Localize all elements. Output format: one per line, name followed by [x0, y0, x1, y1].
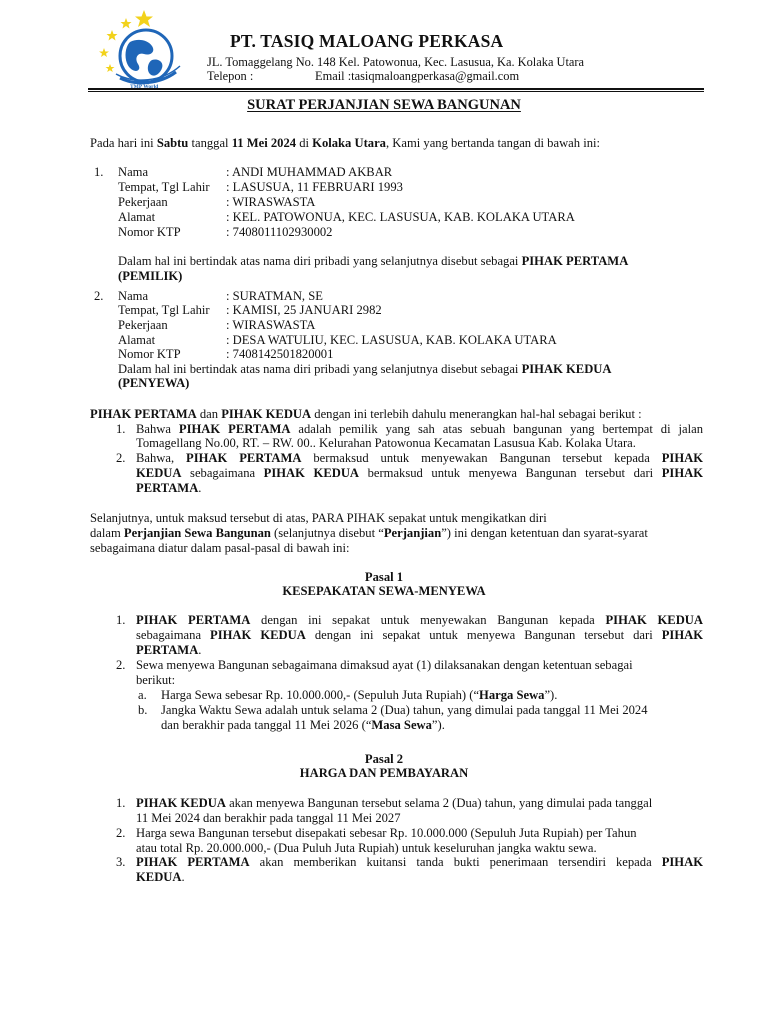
- party-1-value: : WIRASWASTA: [226, 195, 316, 209]
- party-1-value: : ANDI MUHAMMAD AKBAR: [226, 165, 393, 179]
- pasal-1-subheading: KESEPAKATAN SEWA-MENYEWA: [282, 584, 486, 598]
- party-1-label: Alamat: [118, 210, 156, 224]
- pasal-2-heading: Pasal 2: [364, 752, 404, 766]
- letterhead-divider: [88, 88, 704, 90]
- party-2-label: Alamat: [118, 333, 156, 347]
- company-address: JL. Tomaggelang No. 148 Kel. Patowonua, Kec. Lasusua, Ka. Kolaka Utara: [207, 55, 585, 69]
- party-2-label: Nama: [118, 289, 149, 303]
- phone-label: Telepon :: [207, 69, 254, 83]
- party-1-value: : 7408011102930002: [226, 225, 333, 239]
- party-2-label: Tempat, Tgl Lahir: [118, 303, 210, 317]
- party-2-value: : SURATMAN, SE: [226, 289, 323, 303]
- party-2-role: (PENYEWA): [118, 376, 190, 390]
- party-1-value: : KEL. PATOWONUA, KEC. LASUSUA, KAB. KOLAKA UTARA: [226, 210, 575, 224]
- pasal-2-subheading: HARGA DAN PEMBAYARAN: [299, 766, 469, 780]
- company-contact: [207, 69, 520, 84]
- party-1-label: Pekerjaan: [118, 195, 168, 209]
- logo-caption: TMP World: [130, 84, 159, 90]
- party-2-value: : 7408142501820001: [226, 347, 334, 361]
- document-title: SURAT PERJANJIAN SEWA BANGUNAN: [247, 97, 521, 113]
- party-2-value: : WIRASWASTA: [226, 318, 316, 332]
- party-1-label: Nama: [118, 165, 149, 179]
- party-2-label: Nomor KTP: [118, 347, 181, 361]
- party-2-number: 2.: [94, 289, 104, 303]
- party-1-role: (PEMILIK): [118, 269, 183, 283]
- party-2-role-note: Dalam hal ini bertindak atas nama diri pribadi yang selanjutnya disebut sebagai PIHAK KEDUA: [118, 362, 612, 376]
- party-2-value: : DESA WATULIU, KEC. LASUSUA, KAB. KOLAKA UTARA: [226, 333, 557, 347]
- party-1-label: Nomor KTP: [118, 225, 181, 239]
- recital-intro: PIHAK PERTAMA dan PIHAK KEDUA dengan ini terlebih dahulu menerangkan hal-hal sebagai berikut :: [90, 407, 642, 421]
- intro-paragraph: Pada hari ini Sabtu tanggal 11 Mei 2024 di Kolaka Utara, Kami yang bertanda tangan di bawah ini:: [90, 136, 600, 150]
- company-logo-globe-icon: [90, 8, 190, 96]
- pasal-1-heading: Pasal 1: [364, 570, 404, 584]
- company-email: Email :tasiqmaloangperkasa@gmail.com: [315, 69, 520, 83]
- party-1-number: 1.: [94, 165, 104, 179]
- party-2-value: : KAMISI, 25 JANUARI 2982: [226, 303, 382, 317]
- company-name: PT. TASIQ MALOANG PERKASA: [230, 31, 504, 51]
- letterhead-divider-thin: [88, 91, 704, 92]
- party-1-role-note: Dalam hal ini bertindak atas nama diri pribadi yang selanjutnya disebut sebagai PIHAK PERTAMA: [118, 254, 629, 268]
- party-1-label: Tempat, Tgl Lahir: [118, 180, 210, 194]
- document-page: TMP World PT. TASIQ MALOANG PERKASA JL. Tomaggelang No. 148 Kel. Patowonua, Kec. Lasusua, Ka. Kolaka Utara Telepon : Email :tasiqmaloangperkasa@gmail.com SURAT PERJANJIAN SEWA BANGUNAN Pada hari ini Sabtu tanggal 11 Mei 2024 di Kolaka Utara, Kami yang bertanda tangan di bawah ini: 1. Nama : ANDI MUHAMMAD AKBAR Tempat, Tgl Lahir : LASUSUA, 11 FEBRUARI 1993 Pekerjaan : WIRASWASTA Alamat : KEL. PATOWONUA, KEC. LASUSUA, KAB. KOLAKA UTARA Nomor KTP : 7408011102930002 Dalam hal ini bertindak atas nama diri pribadi yang selanjutnya disebut sebagai PIHAK PERTAMA (PEMILIK) 2. Nama : SURATMAN, SE Tempat, Tgl Lahir : KAMISI, 25 JANUARI 2982 Pekerjaan : WIRASWASTA Alamat : DESA WATULIU, KEC. LASUSUA, KAB. KOLAKA UTARA Nomor KTP : 7408142501820001 Dalam hal ini bertindak atas nama diri pribadi yang selanjutnya disebut sebagai PIHAK KEDUA (PENYEWA) PIHAK PERTAMA dan PIHAK KEDUA dengan ini terlebih dahulu menerangkan hal-hal sebagai berikut : 1. Bahwa PIHAK PERTAMA adalah pemilik yang sah atas sebuah bangunan yang bertempat di jalan Tomagellang No.00, RT. – RW. 00.. Kelurahan Patowonua Kecamatan Lasusua Kab. Kolaka Utara. 2. Bahwa, PIHAK PERTAMA bermaksud untuk menyewakan Bangunan tersebut kepada PIHAK KEDUA sebagaimana PIHAK KEDUA bermaksud untuk menyewa Bangunan tersebut dari PIHAK PERTAMA. Selanjutnya, untuk maksud tersebut di atas, PARA PIHAK sepakat untuk mengikatkan diri dalam Perjanjian Sewa Bangunan (selanjutnya disebut “Perjanjian”) ini dengan ketentuan dan syarat-syarat sebagaimana diatur dalam pasal-pasal di bawah ini: Pasal 1 KESEPAKATAN SEWA-MENYEWA 1. PIHAK PERTAMA dengan ini sepakat untuk menyewakan Bangunan kepada PIHAK KEDUA sebagaimana PIHAK KEDUA dengan ini sepakat untuk menyewa Bangunan tersebut dari PIHAK PERTAMA. 2. Sewa menyewa Bangunan sebagaimana dimaksud ayat (1) dilaksanakan dengan ketentuan sebagai berikut: a. Harga Sewa sebesar Rp. 10.000.000,- (Sepuluh Juta Rupiah) (“Harga Sewa”). b. Jangka Waktu Sewa adalah untuk selama 2 (Dua) tahun, yang dimulai pada tanggal 11 Mei 2024 dan berakhir pada tanggal 11 Mei 2026 (“Masa Sewa”). Pasal 2 HARGA DAN PEMBAYARAN 1. PIHAK KEDUA akan menyewa Bangunan tersebut selama 2 (Dua) tahun, yang dimulai pada tanggal 11 Mei 2024 dan berakhir pada tanggal 11 Mei 2027 2. Harga sewa Bangunan tersebut disepakati sebesar Rp. 10.000.000 (Sepuluh Juta Rupiah) per Tahun atau total Rp. 20.000.000,- (Dua Puluh Juta Rupiah) untuk keseluruhan jangka waktu sewa. 3. PIHAK PERTAMA akan memberikan kuitansi tanda bukti penerimaan tersendiri kepada PIHAK KEDUA.: [0, 0, 768, 1024]
- party-1-value: : LASUSUA, 11 FEBRUARI 1993: [226, 180, 403, 194]
- party-2-label: Pekerjaan: [118, 318, 168, 332]
